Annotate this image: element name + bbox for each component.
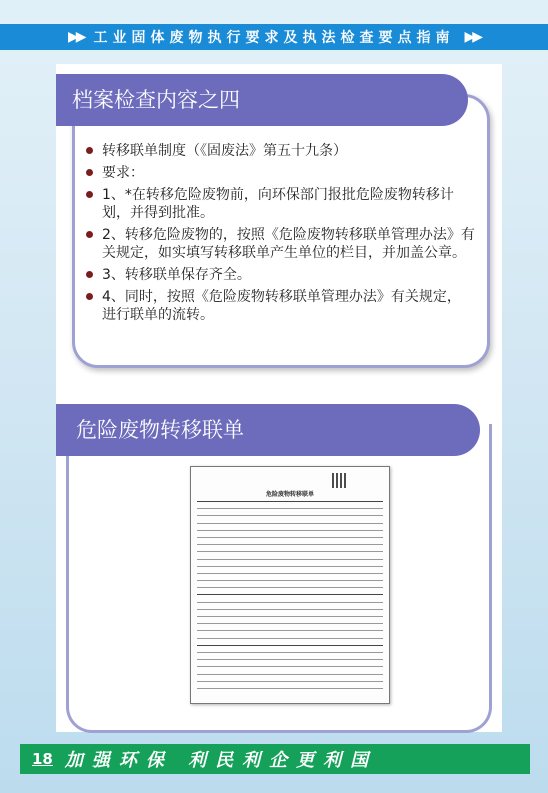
bullet-dot-icon [86, 169, 93, 176]
double-arrow-right-icon: ▶▶ [464, 29, 481, 45]
slide-archive-check [56, 64, 502, 384]
bullet-item: 1、*在转移危险废物前，向环保部门报批危险废物转移计划，并得到批准。 [86, 186, 476, 222]
content-page [56, 64, 502, 732]
top-strip [0, 0, 548, 22]
bullet-dot-icon [86, 191, 93, 198]
slide-title: 档案检查内容之四 [56, 74, 468, 126]
bullet-dot-icon [86, 271, 93, 278]
bullet-item: 4、同时，按照《危险废物转移联单管理办法》有关规定， 进行联单的流转。 [86, 288, 476, 324]
bullet-list [86, 142, 476, 328]
bullet-item: 转移联单制度（《固废法》第五十九条） [86, 142, 476, 160]
footer-banner [20, 744, 530, 774]
bullet-dot-icon [86, 147, 93, 154]
form-title: 危险废物转移联单 [265, 491, 314, 498]
header-banner [0, 24, 548, 50]
double-arrow-right-icon: ▶▶ [67, 29, 84, 45]
bullet-item: 2、转移危险废物的，按照《危险废物转移联单管理办法》有关规定，如实填写转移联单产生单位的栏目，并加盖公章。 [86, 226, 476, 262]
slide-title: 危险废物转移联单 [56, 404, 480, 456]
qr-code-icon [332, 473, 347, 488]
form-lines [197, 501, 383, 695]
bullet-dot-icon [86, 293, 93, 300]
footer-slogan: 加强环保 利民利企更利国 [64, 750, 378, 771]
transfer-form-image [190, 466, 390, 704]
bullet-item: 3、转移联单保存齐全。 [86, 266, 476, 284]
slide-transfer-form [56, 394, 502, 732]
header-title: 工业固体废物执行要求及执法检查要点指南 [93, 30, 455, 46]
bullet-dot-icon [86, 231, 93, 238]
page-number: 18 [32, 750, 53, 768]
bullet-item: 要求： [86, 164, 476, 182]
